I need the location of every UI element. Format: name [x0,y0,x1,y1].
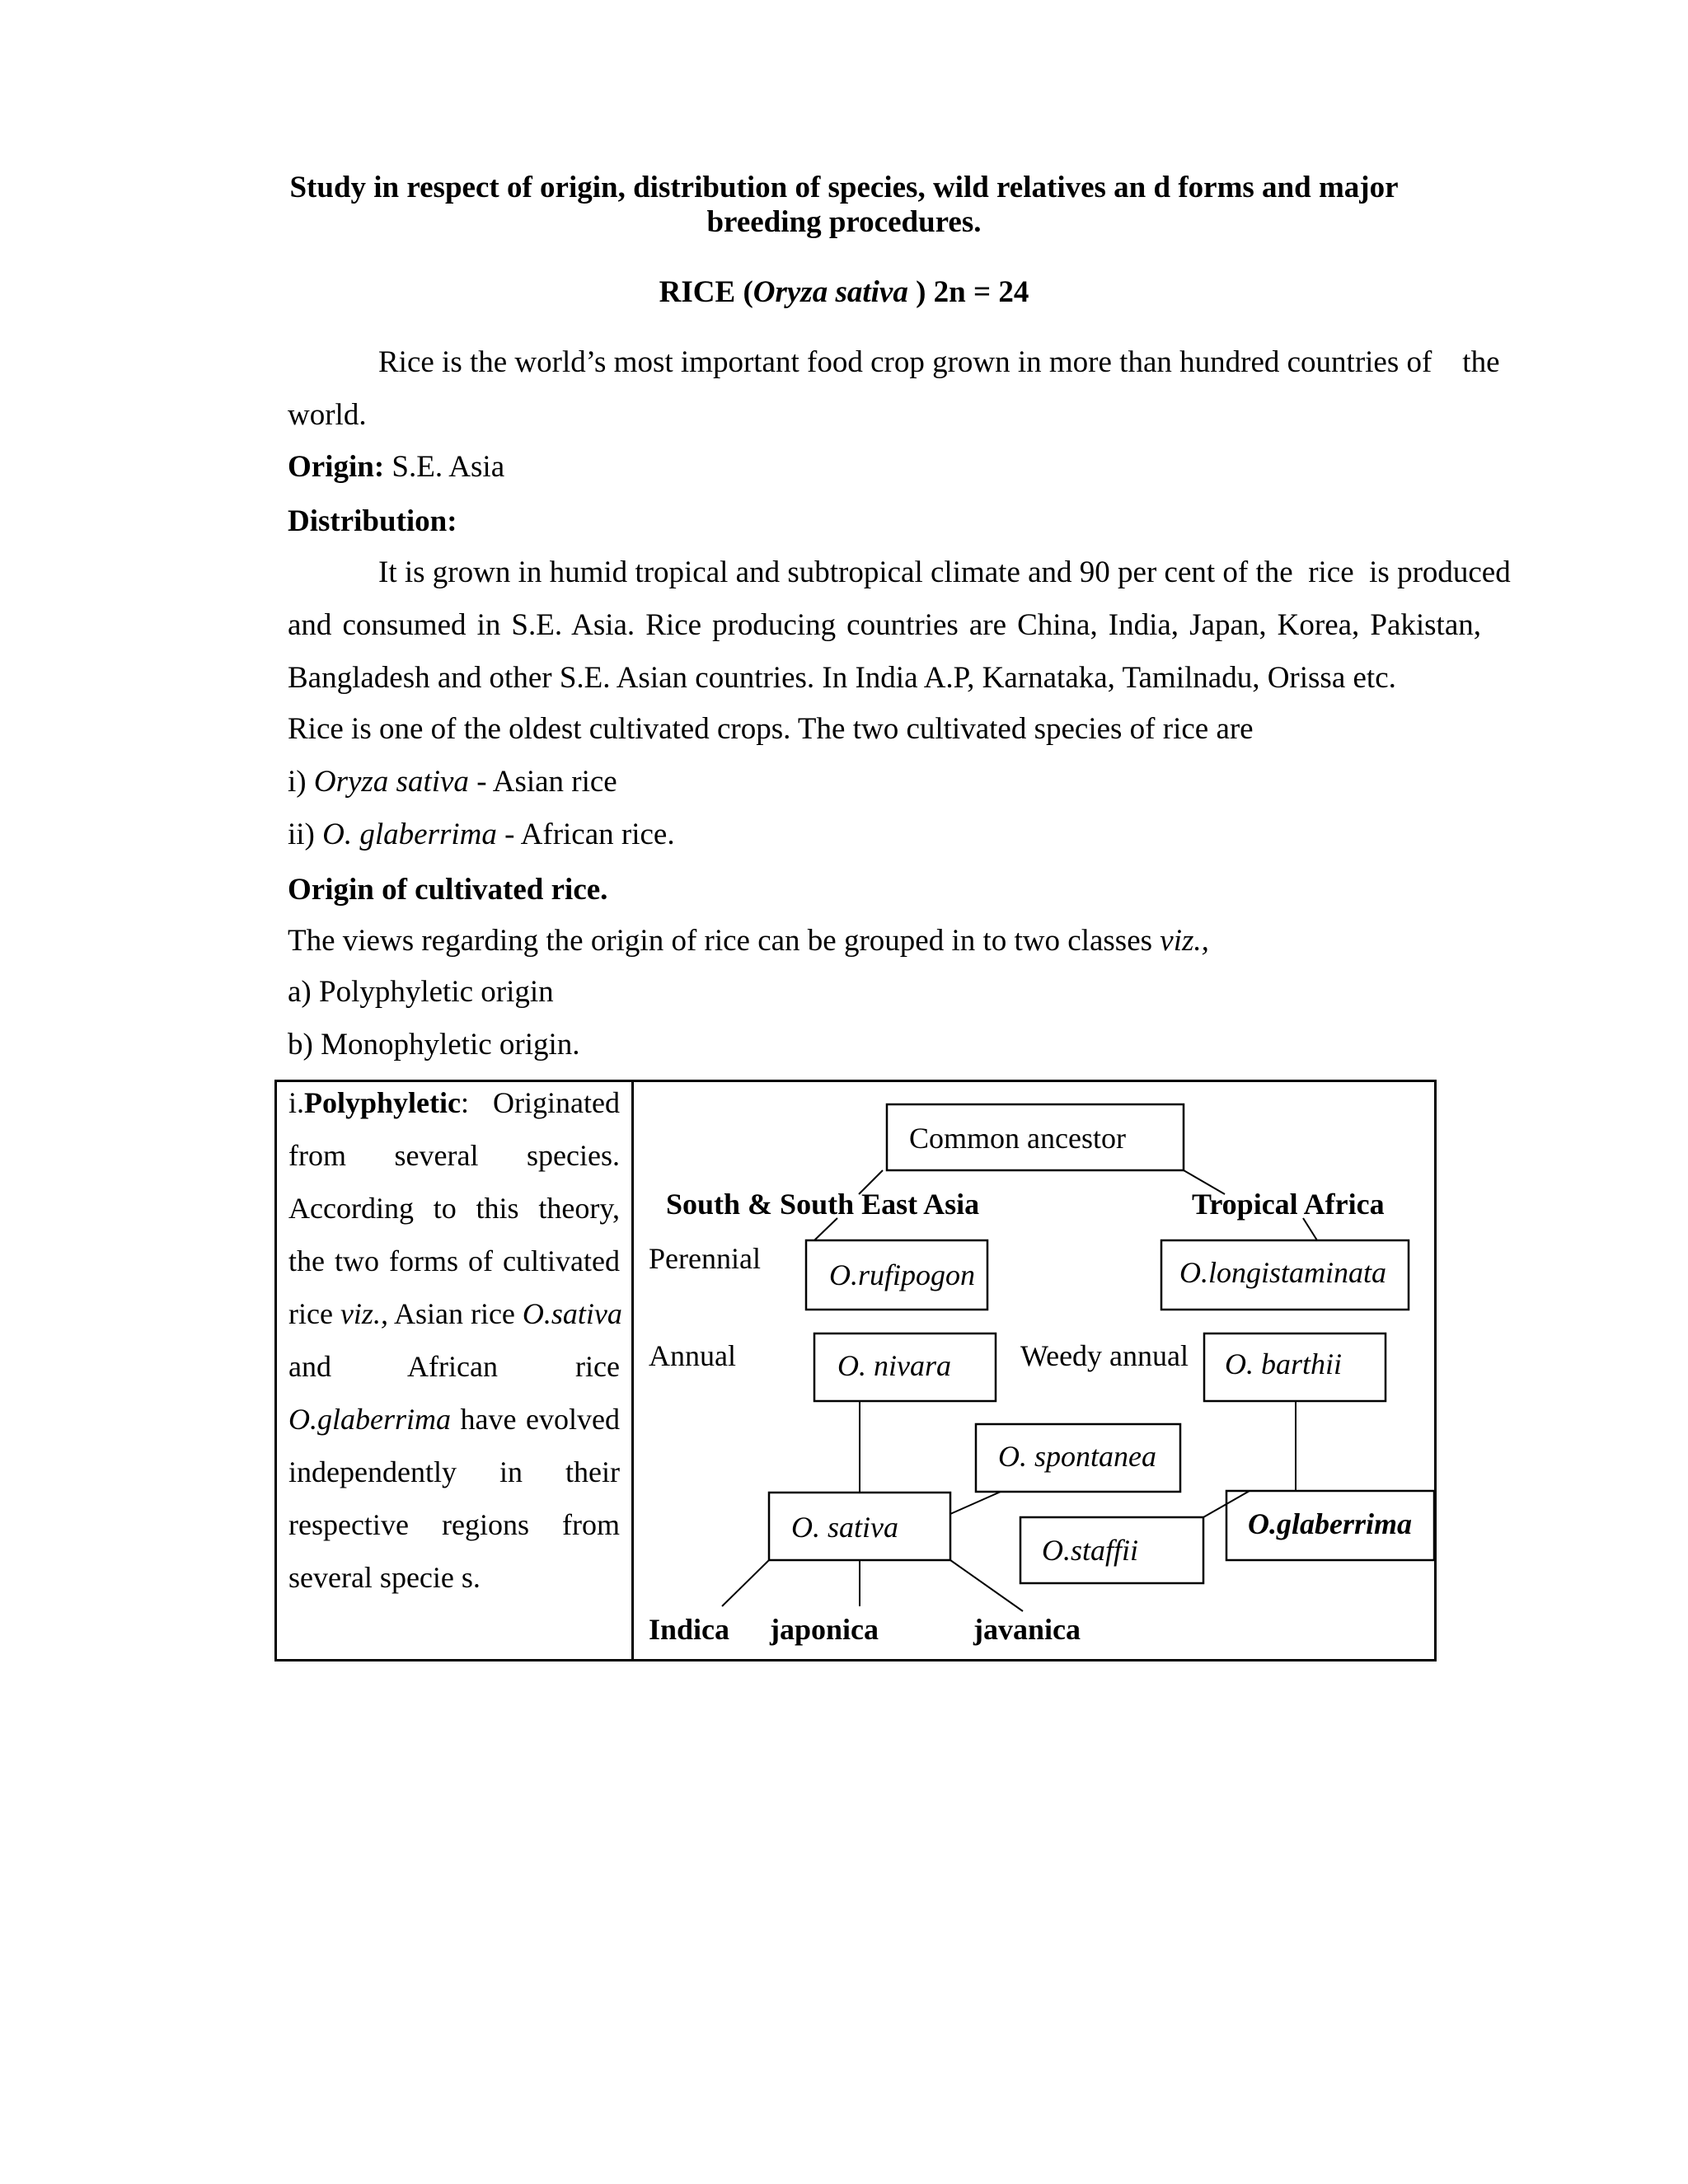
distribution-line-3: Bangladesh and other S.E. Asian countries. In India A.P, Karnataka, Tamilnadu, Orissa etc. [288,661,1396,695]
distribution-line-4: Rice is one of the oldest cultivated crops. The two cultivated species of rice are [288,712,1254,746]
left-cell-line-1-bold: Polyphyletic [304,1086,461,1119]
crop-heading-species: Oryza sativa [753,275,908,309]
origin-diagram [277,1082,1434,1659]
crop-heading [0,274,1688,311]
left-cell-line-7-species: O.glaberrima [288,1403,451,1436]
cultivated-origin-line-1-text: The views regarding the origin of rice can be grouped in to two classes [288,924,1160,958]
polyphyletic-table [274,1080,1437,1661]
polyphyletic-origin-item: a) Polyphyletic origin [288,975,554,1009]
label-region-asia: South & South East Asia [666,1188,980,1221]
species-item-2-num: ii) [288,818,323,851]
label-annual: Annual [649,1339,736,1372]
label-perennial: Perennial [649,1242,761,1275]
line-africa-to-longistaminata [1303,1218,1317,1240]
cultivated-origin-line-1 [288,923,1209,958]
left-cell-line-9: respective regions from [288,1508,620,1541]
line-sativa-to-javanica [950,1560,1023,1611]
species-item-1-desc: - Asian rice [468,765,617,799]
label-sativa: O. sativa [791,1511,898,1544]
label-barthii: O. barthii [1225,1347,1343,1380]
cultivated-origin-viz: viz., [1160,924,1209,958]
left-cell-line-4: the two forms of cultivated [288,1244,620,1277]
crop-heading-suffix: ) 2n = 24 [907,275,1029,309]
label-spontanea: O. spontanea [998,1440,1156,1473]
left-cell-line-6: and African rice [288,1350,620,1383]
left-cell-line-5-species: O.sativa [522,1297,622,1330]
label-nivara: O. nivara [837,1349,951,1382]
document-title-line-1: Study in respect of origin, distribution of species, wild relatives an d forms and major [289,171,1399,204]
monophyletic-origin-item: b) Monophyletic origin. [288,1028,580,1062]
intro-line-1: Rice is the world’s most important food crop grown in more than hundred countries of the [378,345,1500,379]
origin-line [288,449,504,485]
left-cell-line-2: from several species. [288,1139,620,1172]
label-japonica: japonica [770,1613,879,1646]
label-indica: Indica [649,1613,730,1646]
origin-value: S.E. Asia [384,450,505,484]
label-staffii: O.staffii [1042,1534,1139,1567]
species-item-2 [288,817,675,852]
label-common-ancestor: Common ancestor [909,1122,1126,1155]
label-glaberrima: O.glaberrima [1248,1507,1413,1540]
line-asia-to-rufipogon [814,1218,837,1240]
left-cell-line-10: several specie s. [288,1561,481,1594]
label-region-africa: Tropical Africa [1192,1188,1385,1221]
document-title-line-2: breeding procedures. [706,205,982,239]
line-spontanea-to-sativa [950,1492,1001,1514]
distribution-line-2: and consumed in S.E. Asia. Rice producing countries are China, India, Japan, Korea, Pakistan, [288,608,1481,642]
left-cell-line-1-post: : Originated [461,1086,620,1119]
label-rufipogon: O.rufipogon [829,1258,976,1291]
distribution-line-1: It is grown in humid tropical and subtropical climate and 90 per cent of the rice is produced [378,555,1511,589]
label-longistaminata: O.longistaminata [1179,1256,1387,1289]
left-cell-line-5-a: rice [288,1297,340,1330]
cultivated-origin-heading: Origin of cultivated rice. [288,873,608,907]
line-sativa-to-indica [722,1560,769,1606]
distribution-heading: Distribution: [288,504,457,538]
left-cell-line-3: According to this theory, [288,1192,620,1225]
species-item-1 [288,764,617,799]
intro-line-2: world. [288,398,367,432]
left-cell-line-5-b: Asian rice [387,1297,523,1330]
left-cell-line-5-viz: viz., [340,1297,388,1330]
origin-label: Origin: [288,450,385,484]
species-item-1-num: i) [288,765,314,799]
left-cell-line-7-rest: have evolved [451,1403,620,1436]
label-javanica: javanica [973,1613,1081,1646]
species-item-1-name: Oryza sativa [313,765,469,799]
species-item-2-name: O. glaberrima [322,818,497,851]
left-cell-line-8: independently in their [288,1455,620,1488]
species-item-2-desc: - African rice. [496,818,675,851]
diagram-labels [649,1122,1412,1646]
left-cell-line-1-pre: i. [288,1086,305,1119]
crop-heading-prefix: RICE ( [659,275,753,309]
label-weedy-annual: Weedy annual [1020,1339,1189,1372]
